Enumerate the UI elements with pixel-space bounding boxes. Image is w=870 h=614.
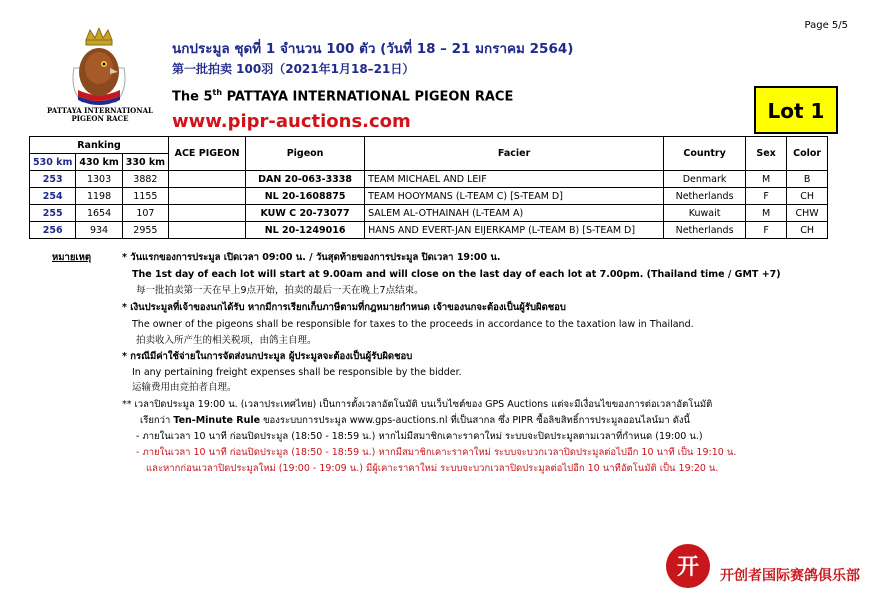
- rank-330-cell: 1155: [122, 188, 168, 205]
- note-3-chinese: 运输费用由竞拍者自理。: [132, 382, 237, 393]
- sex-cell: M: [746, 205, 787, 222]
- facier-cell: HANS AND EVERT-JAN EIJERKAMP (L-TEAM B) [S-TEAM D]: [365, 222, 664, 239]
- sex-cell: F: [746, 188, 787, 205]
- title-english: [172, 88, 513, 104]
- table-row: [30, 222, 828, 239]
- pigeon-cell: KUW C 20-73077: [246, 205, 365, 222]
- title-english-post: PATTAYA INTERNATIONAL PIGEON RACE: [222, 89, 514, 105]
- col-rank-330: 330 km: [122, 154, 168, 171]
- logo-caption-line2: PIGEON RACE: [71, 114, 129, 123]
- pigeon-cell: NL 20-1249016: [246, 222, 365, 239]
- title-english-pre: The 5: [172, 89, 213, 105]
- rank-430-cell: 1654: [76, 205, 122, 222]
- note-4-line-2-post: ของระบบการประมูล www.gps-auctions.nl ที่เป็นสากล ซึ่ง PIPR ซื้อลิขสิทธิ์การประมูลออนไลน์มา ดังนี้: [260, 415, 691, 426]
- note-4-line-3: - ภายในเวลา 10 นาที ก่อนปิดประมูล (18:50 - 18:59 น.) หากไม่มีสมาชิกเคาะราคาใหม่ ระบบจะปิดประมูลตามเวลาที่กำหนด (19:00 น.): [136, 431, 703, 442]
- facier-cell: TEAM MICHAEL AND LEIF: [365, 171, 664, 188]
- title-thai: นกประมูล ชุดที่ 1 จำนวน 100 ตัว (วันที่ 18 – 21 มกราคม 2564): [172, 41, 574, 57]
- country-cell: Netherlands: [664, 222, 746, 239]
- facier-cell: TEAM HOOYMANS (L-TEAM C) [S-TEAM D]: [365, 188, 664, 205]
- col-rank-530: 530 km: [30, 154, 76, 171]
- col-color: Color: [787, 137, 828, 171]
- sex-cell: M: [746, 171, 787, 188]
- note-2-chinese: 拍卖收入所产生的相关税项，由鸽主自理。: [136, 335, 317, 346]
- page-number: Page 5/5: [804, 20, 848, 31]
- note-1-english: The 1st day of each lot will start at 9.00am and will close on the last day of each lot at 7.00pm. (Thailand time / GMT +7): [132, 269, 781, 280]
- logo-caption: [44, 107, 156, 123]
- note-4-line-5: และหากก่อนเวลาปิดประมูลใหม่ (19:00 - 19:09 น.) มีผู้เคาะราคาใหม่ ระบบจะบวกเวลาปิดประมูลต่อไปอีก 10 นาทีอัตโนมัติ เป็น 19:20 น.: [146, 463, 719, 474]
- title-chinese: 第一批拍卖 100羽（2021年1月18–21日）: [172, 62, 415, 76]
- note-2-english: The owner of the pigeons shall be responsible for taxes to the proceeds in accordance to the taxation law in Thailand.: [132, 319, 694, 330]
- notes-label: หมายเหตุ: [52, 252, 92, 263]
- rank-530-cell: 255: [30, 205, 76, 222]
- title-english-sup: th: [212, 88, 223, 97]
- rank-330-cell: 3882: [122, 171, 168, 188]
- note-4-line-2-pre: เรียกว่า: [140, 415, 174, 426]
- pigeon-cell: DAN 20-063-3338: [246, 171, 365, 188]
- country-cell: Netherlands: [664, 188, 746, 205]
- col-country: Country: [664, 137, 746, 171]
- note-4-line-1: ** เวลาปิดประมูล 19:00 น. (เวลาประเทศไทย) เป็นการตั้งเวลาอัตโนมัติ บนเว็บไซต์ของ GPS Auctions แต่จะมีเงื่อนไขของการต่อเวลาอัตโนมัติ: [122, 399, 713, 410]
- col-sex: Sex: [746, 137, 787, 171]
- ten-minute-rule-label: Ten-Minute Rule: [173, 415, 261, 426]
- note-3-english: In any pertaining freight expenses shall be responsible by the bidder.: [132, 367, 462, 378]
- club-name: 开创者国际赛鸽俱乐部: [720, 568, 860, 584]
- auction-url-link[interactable]: www.pipr-auctions.com: [172, 111, 411, 132]
- rank-530-cell: 253: [30, 171, 76, 188]
- facier-cell: SALEM AL-OTHAINAH (L-TEAM A): [365, 205, 664, 222]
- table-row: [30, 171, 828, 188]
- col-rank-430: 430 km: [76, 154, 122, 171]
- note-4-line-2: [140, 413, 690, 429]
- sex-cell: F: [746, 222, 787, 239]
- lot-table: [29, 136, 828, 239]
- color-cell: CHW: [787, 205, 828, 222]
- country-cell: Denmark: [664, 171, 746, 188]
- pigeon-cell: NL 20-1608875: [246, 188, 365, 205]
- ace-pigeon-cell: [169, 171, 246, 188]
- rank-430-cell: 1198: [76, 188, 122, 205]
- note-4-line-4: - ภายในเวลา 10 นาที ก่อนปิดประมูล (18:50 - 18:59 น.) หากมีสมาชิกเคาะราคาใหม่ ระบบจะบวกเวลาปิดประมูลต่อไปอีก 10 นาที เป็น 19:10 น.: [136, 447, 737, 458]
- note-2-thai: * เงินประมูลที่เจ้าของนกได้รับ หากมีการเรียกเก็บภาษีตามที่กฎหมายกำหนด เจ้าของนกจะต้องเป็นผู้รับผิดชอบ: [122, 302, 566, 313]
- ace-pigeon-cell: [169, 222, 246, 239]
- rank-330-cell: 107: [122, 205, 168, 222]
- table-row: [30, 188, 828, 205]
- ace-pigeon-cell: [169, 188, 246, 205]
- ranking-header: Ranking: [30, 137, 169, 154]
- note-3-thai: * กรณีมีค่าใช้จ่ายในการจัดส่งนกประมูล ผู้ประมูลจะต้องเป็นผู้รับผิดชอบ: [122, 351, 413, 362]
- note-1-thai: * วันแรกของการประมูล เปิดเวลา 09:00 น. / วันสุดท้ายของการประมูล ปิดเวลา 19:00 น.: [122, 252, 501, 263]
- rank-430-cell: 934: [76, 222, 122, 239]
- rank-530-cell: 256: [30, 222, 76, 239]
- logo-caption-line1: PATTAYA INTERNATIONAL: [47, 106, 153, 115]
- note-1-chinese: 每一批拍卖第一天在早上9点开始，拍卖的最后一天在晚上7点结束。: [136, 285, 424, 296]
- club-seal-glyph: 开: [676, 555, 700, 580]
- color-cell: B: [787, 171, 828, 188]
- color-cell: CH: [787, 188, 828, 205]
- color-cell: CH: [787, 222, 828, 239]
- rank-530-cell: 254: [30, 188, 76, 205]
- col-facier: Facier: [365, 137, 664, 171]
- club-seal-logo: [664, 540, 712, 590]
- col-ace-pigeon: ACE PIGEON: [169, 137, 246, 171]
- col-pigeon: Pigeon: [246, 137, 365, 171]
- rank-330-cell: 2955: [122, 222, 168, 239]
- lot-badge: Lot 1: [754, 86, 838, 134]
- country-cell: Kuwait: [664, 205, 746, 222]
- rank-430-cell: 1303: [76, 171, 122, 188]
- table-row: [30, 205, 828, 222]
- ace-pigeon-cell: [169, 205, 246, 222]
